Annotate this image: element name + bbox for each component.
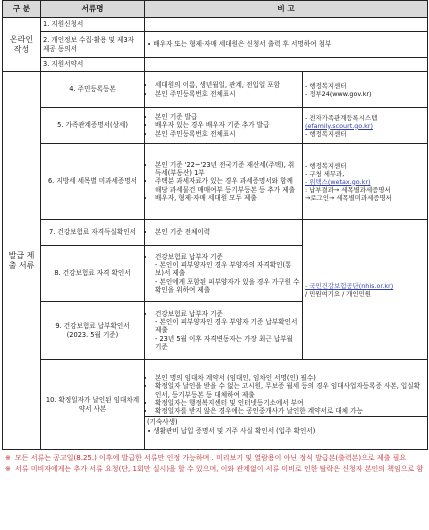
doc-name-sub: (2023. 5월 기준): [66, 330, 119, 339]
doc-name: 7. 건강보험료 자격득실확인서: [41, 220, 145, 246]
doc-name: 1. 지원신청서: [41, 18, 145, 32]
note-symbol: ※: [5, 454, 11, 462]
office-line: - 구청 세무과,: [305, 169, 345, 178]
remark-item: • 세대원의 이름, 생년월일, 관계, 전입일 포함: [155, 81, 300, 89]
remark-item: - 본인이 피부양자인 경우 부양자 기준 납부확인서 제출: [155, 318, 298, 335]
doc-name-text: 9. 건강보험료 납부확인서: [55, 322, 130, 331]
table-row: [3, 18, 428, 32]
doc-name: 4. 주민등록등본: [41, 72, 145, 108]
issuing-office: [303, 108, 428, 144]
footnote: [5, 453, 427, 464]
remark-item: • 확정일자를 받지 않은 경우에는 공인중개사가 날인한 계약서로 대체 가능: [155, 407, 425, 415]
note-symbol: ※: [5, 464, 11, 473]
office-line: - 전자가족관계등록시스템: [305, 113, 378, 122]
note-text: 모든 서류는 공고일(8.25.) 이후에 발급한 서류만 인정 가능하며 . 미리보기 및 열람용이 아닌 정식 발급본(출력본)으로 제출 필요: [15, 454, 407, 462]
table-row: [3, 360, 428, 450]
issuing-office: [303, 220, 428, 360]
remark-item: • 배우자 있는 경우 배우자 기준 추가 발급: [155, 121, 300, 129]
remarks: [145, 246, 303, 302]
office-line: →로그인→ 세목별미과세증명서: [305, 193, 392, 202]
footnote: [5, 464, 427, 475]
doc-name: 2. 개인정보 수집·활용 및 제3자 제공 동의서: [41, 32, 145, 58]
remark-item: - 본인에게 포함된 피부양자가 있을 경우 가구원 수 확인을 위하여 제출: [155, 277, 300, 294]
table-row: [3, 108, 428, 144]
remarks: [145, 18, 428, 32]
table-row: [3, 144, 428, 220]
remark-item: • 본인 기준 전체이력: [155, 228, 300, 236]
header-category: 구 분: [3, 1, 41, 18]
remark-item: • 본인 주민등록번호 전체표시: [155, 130, 300, 138]
office-line: - 행정복지센터: [305, 161, 347, 170]
wetax-link[interactable]: - 위택스(wetax.go.kr): [305, 177, 371, 186]
remark-item: • 건강보험료 납부자 기준: [155, 253, 300, 261]
dormitory-title: (기숙사생): [147, 418, 178, 427]
table-row: [3, 32, 428, 58]
efamily-link[interactable]: (efamily.scourt.go.kr): [305, 121, 373, 130]
remarks: [145, 360, 428, 450]
remark-item: • 건강보험료 납부자 기준: [155, 310, 300, 318]
doc-name: 3. 지원서약서: [41, 58, 145, 72]
remark-item: - 23년 5월 이후 자격변동자는 가장 최근 납부월 기준: [155, 334, 293, 351]
documents-table: [2, 0, 428, 450]
remark-item: • 본인 기준 발급: [155, 113, 300, 121]
remark-item: • 본인 기준 '22~'23년 전국기준 재산세(주택), 취득세(부동산) 1부: [155, 161, 300, 177]
remark-item: • 본인 주민등록번호 전체표시: [155, 90, 300, 98]
remarks: [145, 220, 303, 246]
header-document-name: 서류명: [41, 1, 145, 18]
table-row: [3, 220, 428, 246]
remark-item: • 본인 명의 임대차 계약서 (임대인, 임차인 서명(인) 필수): [155, 374, 425, 382]
footnotes: [2, 453, 427, 474]
remark-item: - 본인이 피부양자인 경우 부양자의 자격확인(통보)서 제출: [155, 261, 292, 278]
document: [2, 0, 427, 474]
remarks: [145, 72, 303, 108]
remarks: ∙ 배우자 또는 형제·자매 세대원은 신청서 출력 후 서명하여 첨부: [145, 32, 428, 58]
header-remarks: 비 고: [145, 1, 428, 18]
doc-name: 6. 지방세 세목별 미과세증명서: [41, 144, 145, 220]
doc-name: 5. 가족관계증명서(상세): [41, 108, 145, 144]
nhis-link[interactable]: - 국민건강보험공단(nhis.or.kr): [305, 281, 394, 290]
office-line: - 행정복지센터: [305, 129, 347, 138]
table-header: [3, 1, 428, 18]
section-issue: 발급 제출 서류: [3, 72, 41, 450]
table-row: [3, 72, 428, 108]
dormitory-block: [145, 416, 427, 434]
section-online: 온라인 작성: [3, 18, 41, 72]
remark-item: • 확정일자 날인을 받을 수 없는 고시원, 무보증 월세 등의 경우 임대사업자등록증 사본, 입실확인서, 등기부등본 등 대체하여 제출: [155, 382, 425, 398]
remarks: [145, 302, 303, 360]
office-line: : 납부결과→ 세목별과세증명서: [305, 185, 391, 194]
doc-name: 10. 확정일자가 날인된 임대차계약서 사본: [41, 360, 145, 450]
remark-item: • 배우자, 형제·자매 세대원 모두 제출: [155, 194, 300, 202]
doc-name: 8. 건강보험료 자격 확인서: [41, 246, 145, 302]
issuing-office: [303, 144, 428, 220]
issuing-office: [303, 72, 428, 108]
office-line: - 정부24(www.gov.kr): [305, 89, 372, 98]
remarks: [145, 58, 428, 72]
remark-item: • 주택분 과세자료가 있는 경우 과세증명서와 함께 해당 과세물건 매매여부 등기부등본 등 추가 제출: [155, 177, 300, 193]
office-line: / 민원여기요 / 개인민원: [305, 289, 371, 298]
doc-name: [41, 302, 145, 360]
remarks: [145, 108, 303, 144]
note-text: 서류 미비자에게는 추가 서류 요청(단, 1회만 실시)을 할 수 있으며, 이와 관계없이 서류 미비로 인한 탈락은 신청자 본인의 책임으로 함: [15, 464, 424, 473]
dormitory-note: ∙ 생활관비 납입 증명서 및 거주 사실 확인서 (입주 확인서): [147, 426, 316, 435]
remarks: [145, 144, 303, 220]
table-row: [3, 58, 428, 72]
office-line: - 행정복지센터: [305, 81, 347, 90]
remark-item: • 확정일자는 행정복지센터 및 인터넷등기소에서 부여: [155, 399, 425, 407]
